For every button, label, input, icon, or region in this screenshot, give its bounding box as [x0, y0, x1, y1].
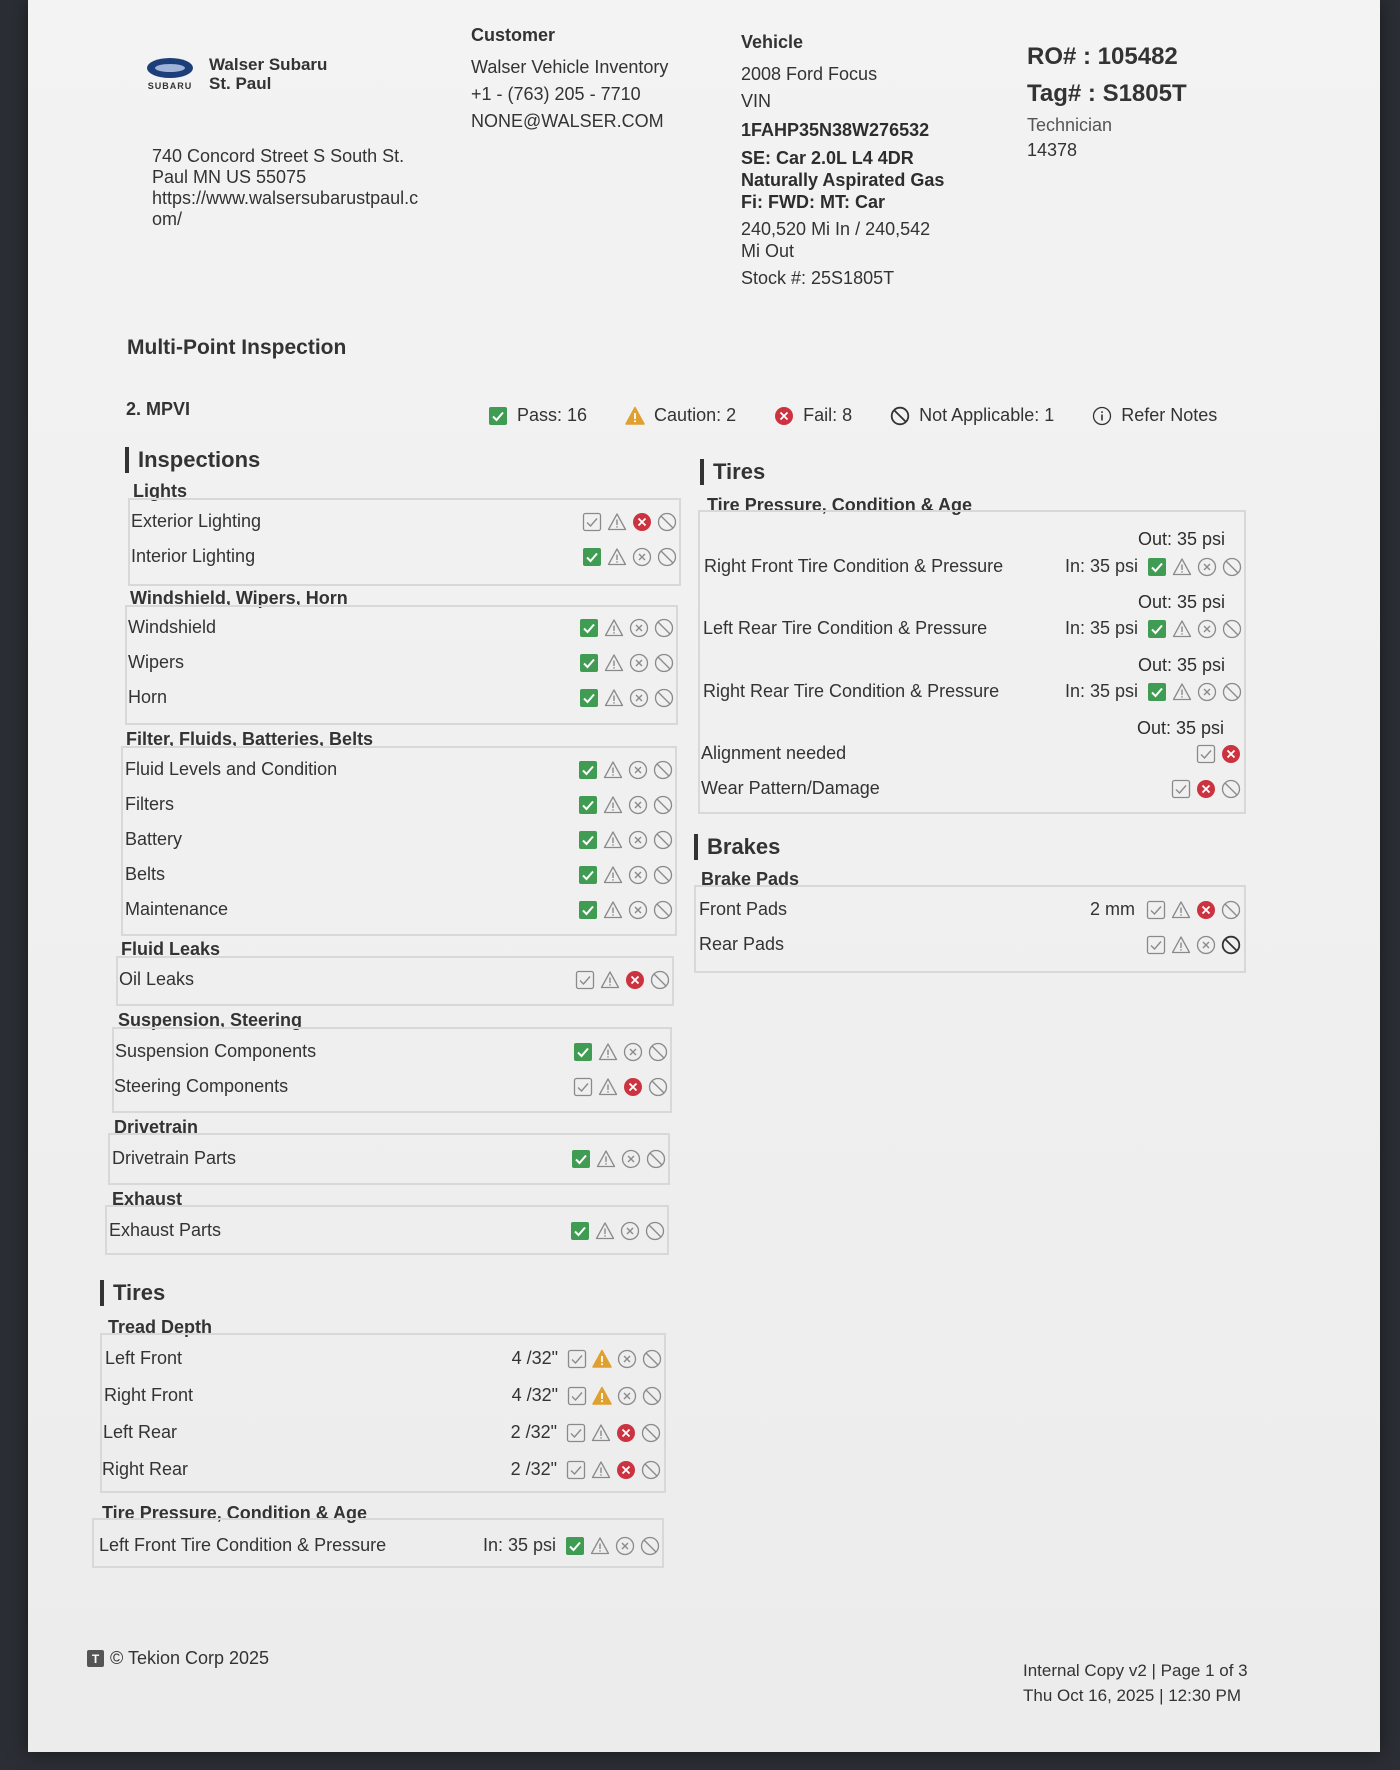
- pass-check-icon: [1147, 557, 1167, 577]
- customer-phone: +1 - (763) 205 - 7710: [471, 84, 641, 104]
- fail-x-icon: [623, 1042, 643, 1062]
- not-applicable-icon: [657, 512, 677, 532]
- fail-x-icon: [617, 1386, 637, 1406]
- subsection-title: 2. MPVI: [126, 399, 191, 419]
- pass-check-icon: [1147, 682, 1167, 702]
- legend-fail: Fail: 8: [774, 405, 852, 426]
- fail-x-icon: [1221, 744, 1241, 764]
- table-row: Right Rear Tire Condition & Pressure In: 35 psi: [703, 681, 1242, 702]
- not-applicable-icon: [1222, 682, 1242, 702]
- customer-block: [471, 25, 668, 135]
- pads-heading: Brake Pads: [701, 869, 800, 889]
- caution-triangle-icon: [603, 830, 623, 850]
- not-applicable-icon: [654, 688, 674, 708]
- not-applicable-icon: [653, 865, 673, 885]
- vin-value: 1FAHP35N38W276532: [741, 120, 930, 140]
- fail-x-icon: [621, 1149, 641, 1169]
- vehicle-model: 2008 Ford Focus: [741, 64, 878, 84]
- caution-triangle-icon: [1171, 900, 1191, 920]
- fail-x-icon: [616, 1460, 636, 1480]
- caution-triangle-icon: [598, 1077, 618, 1097]
- vin-label: VIN: [741, 91, 772, 111]
- vehicle-spec-3: Fi: FWD: MT: Car: [741, 192, 885, 212]
- caution-triangle-icon: [1172, 682, 1192, 702]
- not-applicable-icon: [648, 1077, 668, 1097]
- customer-heading: Customer: [471, 25, 556, 45]
- fail-x-icon: [632, 547, 652, 567]
- caution-triangle-icon: [604, 688, 624, 708]
- table-row: Left Front Tire Condition & Pressure In: 35 psi: [99, 1535, 660, 1556]
- not-applicable-icon: [1221, 779, 1241, 799]
- caution-triangle-icon: [595, 1221, 615, 1241]
- table-row: Exhaust Parts: [109, 1220, 665, 1241]
- out-pressure-first: Out: 35 psi: [1138, 529, 1226, 549]
- customer-email: NONE@WALSER.COM: [471, 111, 664, 131]
- not-applicable-icon: [1222, 619, 1242, 639]
- not-applicable-icon: [653, 830, 673, 850]
- section-title: Multi-Point Inspection: [127, 336, 347, 359]
- fail-x-icon: [632, 512, 652, 532]
- fail-x-icon: [628, 830, 648, 850]
- fail-x-icon: [628, 795, 648, 815]
- pass-check-icon: [566, 1423, 586, 1443]
- table-row: Maintenance: [125, 899, 673, 920]
- vehicle-block: [741, 32, 944, 292]
- pass-check-icon: [573, 1077, 593, 1097]
- not-applicable-icon: [1221, 900, 1241, 920]
- not-applicable-icon: [642, 1349, 662, 1369]
- info-icon: [1092, 406, 1112, 426]
- dealer-address: 740 Concord Street S South St. Paul MN US 55075 https://www.walsersubarustpaul.c om/: [152, 146, 419, 229]
- out-pressure: Out: 35 psi: [1138, 592, 1226, 612]
- caution-triangle-icon: [607, 547, 627, 567]
- inspections-heading: Inspections: [125, 447, 260, 473]
- caution-triangle-icon: [607, 512, 627, 532]
- table-row: Wipers: [128, 652, 674, 673]
- fail-x-icon: [617, 1349, 637, 1369]
- not-applicable-icon: [890, 406, 910, 426]
- drivetrain-heading: Drivetrain: [114, 1117, 199, 1137]
- caution-triangle-icon: [1171, 935, 1191, 955]
- caution-triangle-icon: [604, 618, 624, 638]
- pass-check-icon: [582, 547, 602, 567]
- pass-check-icon: [578, 795, 598, 815]
- table-row: Horn: [128, 687, 674, 708]
- customer-name: Walser Vehicle Inventory: [471, 57, 669, 77]
- fail-x-icon: [1196, 935, 1216, 955]
- pass-check-icon: [578, 865, 598, 885]
- fail-x-icon: [774, 406, 794, 426]
- vehicle-heading: Vehicle: [741, 32, 804, 52]
- table-row: Oil Leaks: [119, 969, 670, 990]
- fail-x-icon: [623, 1077, 643, 1097]
- pass-check-icon: [575, 970, 595, 990]
- caution-triangle-icon: [600, 970, 620, 990]
- table-row: Left Front 4 /32": [105, 1348, 662, 1369]
- not-applicable-icon: [657, 547, 677, 567]
- ro-number: RO# : 105482: [1027, 43, 1178, 70]
- legend-na: Not Applicable: 1: [890, 405, 1054, 426]
- pass-check-icon: [579, 688, 599, 708]
- table-row: Front Pads 2 mm: [699, 899, 1241, 920]
- table-row: Fluid Levels and Condition: [125, 759, 673, 780]
- fail-x-icon: [629, 618, 649, 638]
- table-row: Filters: [125, 794, 673, 815]
- fail-x-icon: [629, 688, 649, 708]
- out-pressure: Out: 35 psi: [1137, 718, 1225, 738]
- pass-check-icon: [579, 653, 599, 673]
- exhaust-heading: Exhaust: [112, 1189, 183, 1209]
- not-applicable-icon: [1222, 557, 1242, 577]
- pass-check-icon: [578, 760, 598, 780]
- not-applicable-icon: [646, 1149, 666, 1169]
- table-row: Left Rear Tire Condition & Pressure In: 35 psi: [703, 618, 1242, 639]
- not-applicable-icon: [641, 1460, 661, 1480]
- table-row: Battery: [125, 829, 673, 850]
- windshield-heading: Windshield, Wipers, Horn: [130, 588, 348, 608]
- technician-id: 14378: [1027, 140, 1078, 160]
- not-applicable-icon: [645, 1221, 665, 1241]
- caution-triangle-icon: [592, 1386, 612, 1406]
- table-row: Left Rear 2 /32": [103, 1422, 661, 1443]
- caution-triangle-icon: [603, 760, 623, 780]
- not-applicable-icon: [648, 1042, 668, 1062]
- fail-x-icon: [620, 1221, 640, 1241]
- table-row: Right Front Tire Condition & Pressure In: 35 psi: [704, 556, 1242, 577]
- pass-check-icon: [1146, 900, 1166, 920]
- caution-triangle-icon: [591, 1460, 611, 1480]
- not-applicable-icon: [640, 1536, 660, 1556]
- table-row: Windshield: [128, 617, 674, 638]
- vehicle-spec-1: SE: Car 2.0L L4 4DR: [741, 148, 914, 168]
- caution-triangle-icon: [603, 865, 623, 885]
- caution-triangle-icon: [591, 1423, 611, 1443]
- fail-x-icon: [628, 760, 648, 780]
- not-applicable-icon: [1221, 935, 1241, 955]
- table-row: Drivetrain Parts: [112, 1148, 666, 1169]
- tread-heading: Tread Depth: [108, 1317, 213, 1337]
- dealer-logo: [145, 55, 327, 93]
- legend-notes: Refer Notes: [1092, 405, 1217, 426]
- footer-copyright: T © Tekion Corp 2025: [87, 1648, 269, 1669]
- fail-x-icon: [1196, 900, 1216, 920]
- fail-x-icon: [625, 970, 645, 990]
- table-row: Interior Lighting: [131, 546, 677, 567]
- caution-triangle-icon: [1172, 557, 1192, 577]
- tires-heading-left: Tires: [100, 1280, 165, 1306]
- subaru-logo-icon: SUBARU: [145, 58, 195, 91]
- fail-x-icon: [1197, 682, 1217, 702]
- table-row: Belts: [125, 864, 673, 885]
- status-legend: [488, 405, 1255, 426]
- leaks-heading: Fluid Leaks: [121, 939, 221, 959]
- pressure-heading-right: Tire Pressure, Condition & Age: [707, 495, 973, 515]
- not-applicable-icon: [650, 970, 670, 990]
- filters-heading: Filter, Fluids, Batteries, Belts: [126, 729, 374, 749]
- suspension-box: [112, 1027, 672, 1113]
- vehicle-spec-2: Naturally Aspirated Gas: [741, 170, 945, 190]
- fail-x-icon: [628, 900, 648, 920]
- pass-check-icon: [579, 618, 599, 638]
- stock-number: Stock #: 25S1805T: [741, 268, 895, 288]
- table-row: Rear Pads: [699, 934, 1241, 955]
- dealer-name-line1: Walser Subaru: [209, 55, 328, 74]
- table-row: Wear Pattern/Damage: [701, 778, 1241, 799]
- out-pressure: Out: 35 psi: [1138, 655, 1226, 675]
- caution-triangle-icon: [1172, 619, 1192, 639]
- mileage-line2: Mi Out: [741, 241, 795, 261]
- not-applicable-icon: [653, 900, 673, 920]
- fail-x-icon: [615, 1536, 635, 1556]
- caution-triangle-icon: [625, 406, 645, 426]
- not-applicable-icon: [641, 1423, 661, 1443]
- pass-check-icon: [1196, 744, 1216, 764]
- table-row: Steering Components: [114, 1076, 668, 1097]
- not-applicable-icon: [654, 653, 674, 673]
- legend-caution: Caution: 2: [625, 405, 736, 426]
- table-row: Right Rear 2 /32": [102, 1459, 661, 1480]
- caution-triangle-icon: [603, 900, 623, 920]
- not-applicable-icon: [653, 760, 673, 780]
- table-row: Suspension Components: [115, 1041, 668, 1062]
- caution-triangle-icon: [603, 795, 623, 815]
- caution-triangle-icon: [596, 1149, 616, 1169]
- tires-heading-right: Tires: [700, 459, 765, 485]
- not-applicable-icon: [653, 795, 673, 815]
- pass-check-icon: [571, 1149, 591, 1169]
- not-applicable-icon: [642, 1386, 662, 1406]
- lights-heading: Lights: [133, 481, 187, 501]
- dealer-name-line2: St. Paul: [209, 74, 272, 93]
- fail-x-icon: [1197, 619, 1217, 639]
- suspension-heading: Suspension, Steering: [118, 1010, 303, 1030]
- table-row: Right Front 4 /32": [104, 1385, 662, 1406]
- fail-x-icon: [616, 1423, 636, 1443]
- order-block: [1027, 38, 1187, 161]
- mileage-line1: 240,520 Mi In / 240,542: [741, 219, 931, 239]
- pass-check-icon: [567, 1386, 587, 1406]
- not-applicable-icon: [654, 618, 674, 638]
- table-row: Alignment needed: [701, 743, 1241, 764]
- pass-check-icon: [570, 1221, 590, 1241]
- legend-pass: Pass: 16: [488, 405, 587, 426]
- pass-check-icon: [488, 406, 508, 426]
- pressure-heading-left: Tire Pressure, Condition & Age: [102, 1503, 368, 1523]
- fail-x-icon: [628, 865, 648, 885]
- pass-check-icon: [565, 1536, 585, 1556]
- pass-check-icon: [566, 1460, 586, 1480]
- pass-check-icon: [573, 1042, 593, 1062]
- pass-check-icon: [578, 830, 598, 850]
- pass-check-icon: [582, 512, 602, 532]
- pass-check-icon: [1171, 779, 1191, 799]
- tag-number: Tag# : S1805T: [1027, 80, 1187, 107]
- caution-triangle-icon: [604, 653, 624, 673]
- table-row: Exterior Lighting: [131, 511, 677, 532]
- fail-x-icon: [629, 653, 649, 673]
- brakes-heading: Brakes: [694, 834, 780, 860]
- footer-page-info: Internal Copy v2 | Page 1 of 3 Thu Oct 16, 2025 | 12:30 PM: [1023, 1661, 1248, 1705]
- fail-x-icon: [1197, 557, 1217, 577]
- pass-check-icon: [578, 900, 598, 920]
- tekion-logo-icon: T: [87, 1650, 104, 1667]
- pass-check-icon: [1146, 935, 1166, 955]
- pass-check-icon: [567, 1349, 587, 1369]
- technician-label: Technician: [1027, 115, 1113, 135]
- caution-triangle-icon: [590, 1536, 610, 1556]
- pass-check-icon: [1147, 619, 1167, 639]
- caution-triangle-icon: [598, 1042, 618, 1062]
- fail-x-icon: [1196, 779, 1216, 799]
- caution-triangle-icon: [592, 1349, 612, 1369]
